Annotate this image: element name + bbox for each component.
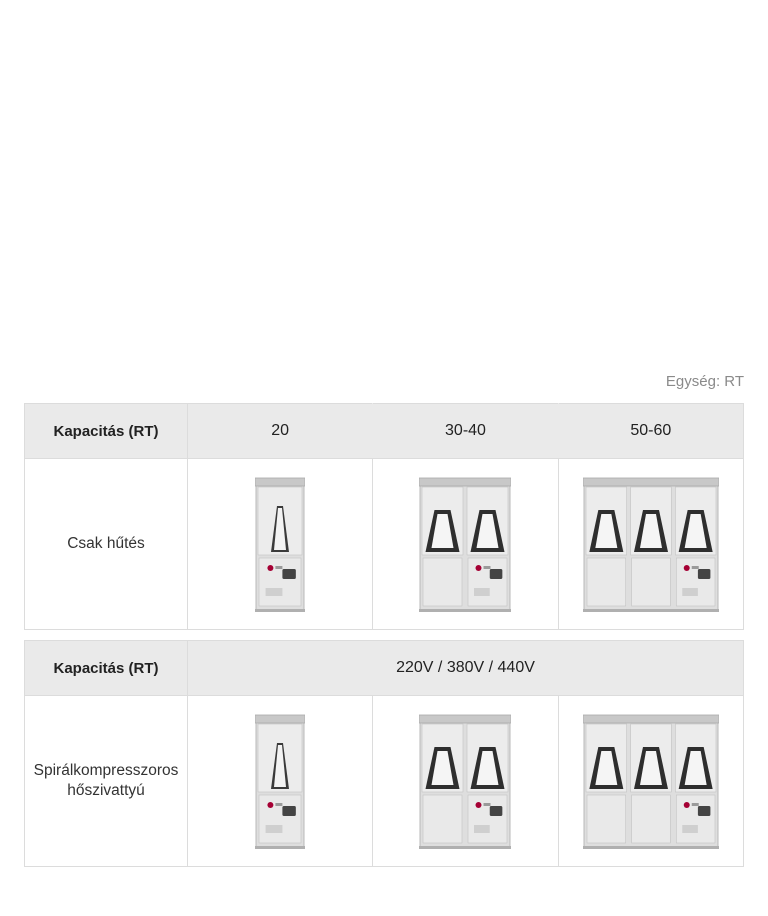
capacity-value-50-60: 50-60 [558, 404, 743, 459]
heatpump-20-image [255, 713, 305, 849]
header-label: Kapacitás (RT) [25, 404, 188, 459]
product-cell [373, 696, 558, 867]
row-label-line2: hőszivattyú [67, 782, 145, 799]
heatpump-30-40-image [419, 713, 511, 849]
table-row [25, 696, 744, 867]
header-label: Kapacitás (RT) [25, 641, 188, 696]
row-label-heatpump [25, 696, 188, 867]
product-cell [558, 459, 743, 630]
unit-note: Egység: RT [665, 373, 744, 390]
heatpump-50-60-image [583, 713, 719, 849]
table-header-row [25, 404, 744, 459]
chiller-50-60-image [583, 476, 719, 612]
row-label-line1: Spirálkompresszoros [33, 762, 179, 779]
product-cell [188, 696, 373, 867]
capacity-table-cooling [24, 403, 744, 630]
chiller-30-40-image [419, 476, 511, 612]
capacity-table-heatpump [24, 640, 744, 867]
product-cell [558, 696, 743, 867]
chiller-20-image [255, 476, 305, 612]
table-row [25, 459, 744, 630]
capacity-value-20: 20 [188, 404, 373, 459]
table-header-row [25, 641, 744, 696]
capacity-value-30-40: 30-40 [373, 404, 558, 459]
product-cell [188, 459, 373, 630]
product-cell [373, 459, 558, 630]
voltage-value: 220V / 380V / 440V [188, 641, 744, 696]
row-label-cooling-only: Csak hűtés [25, 459, 188, 630]
